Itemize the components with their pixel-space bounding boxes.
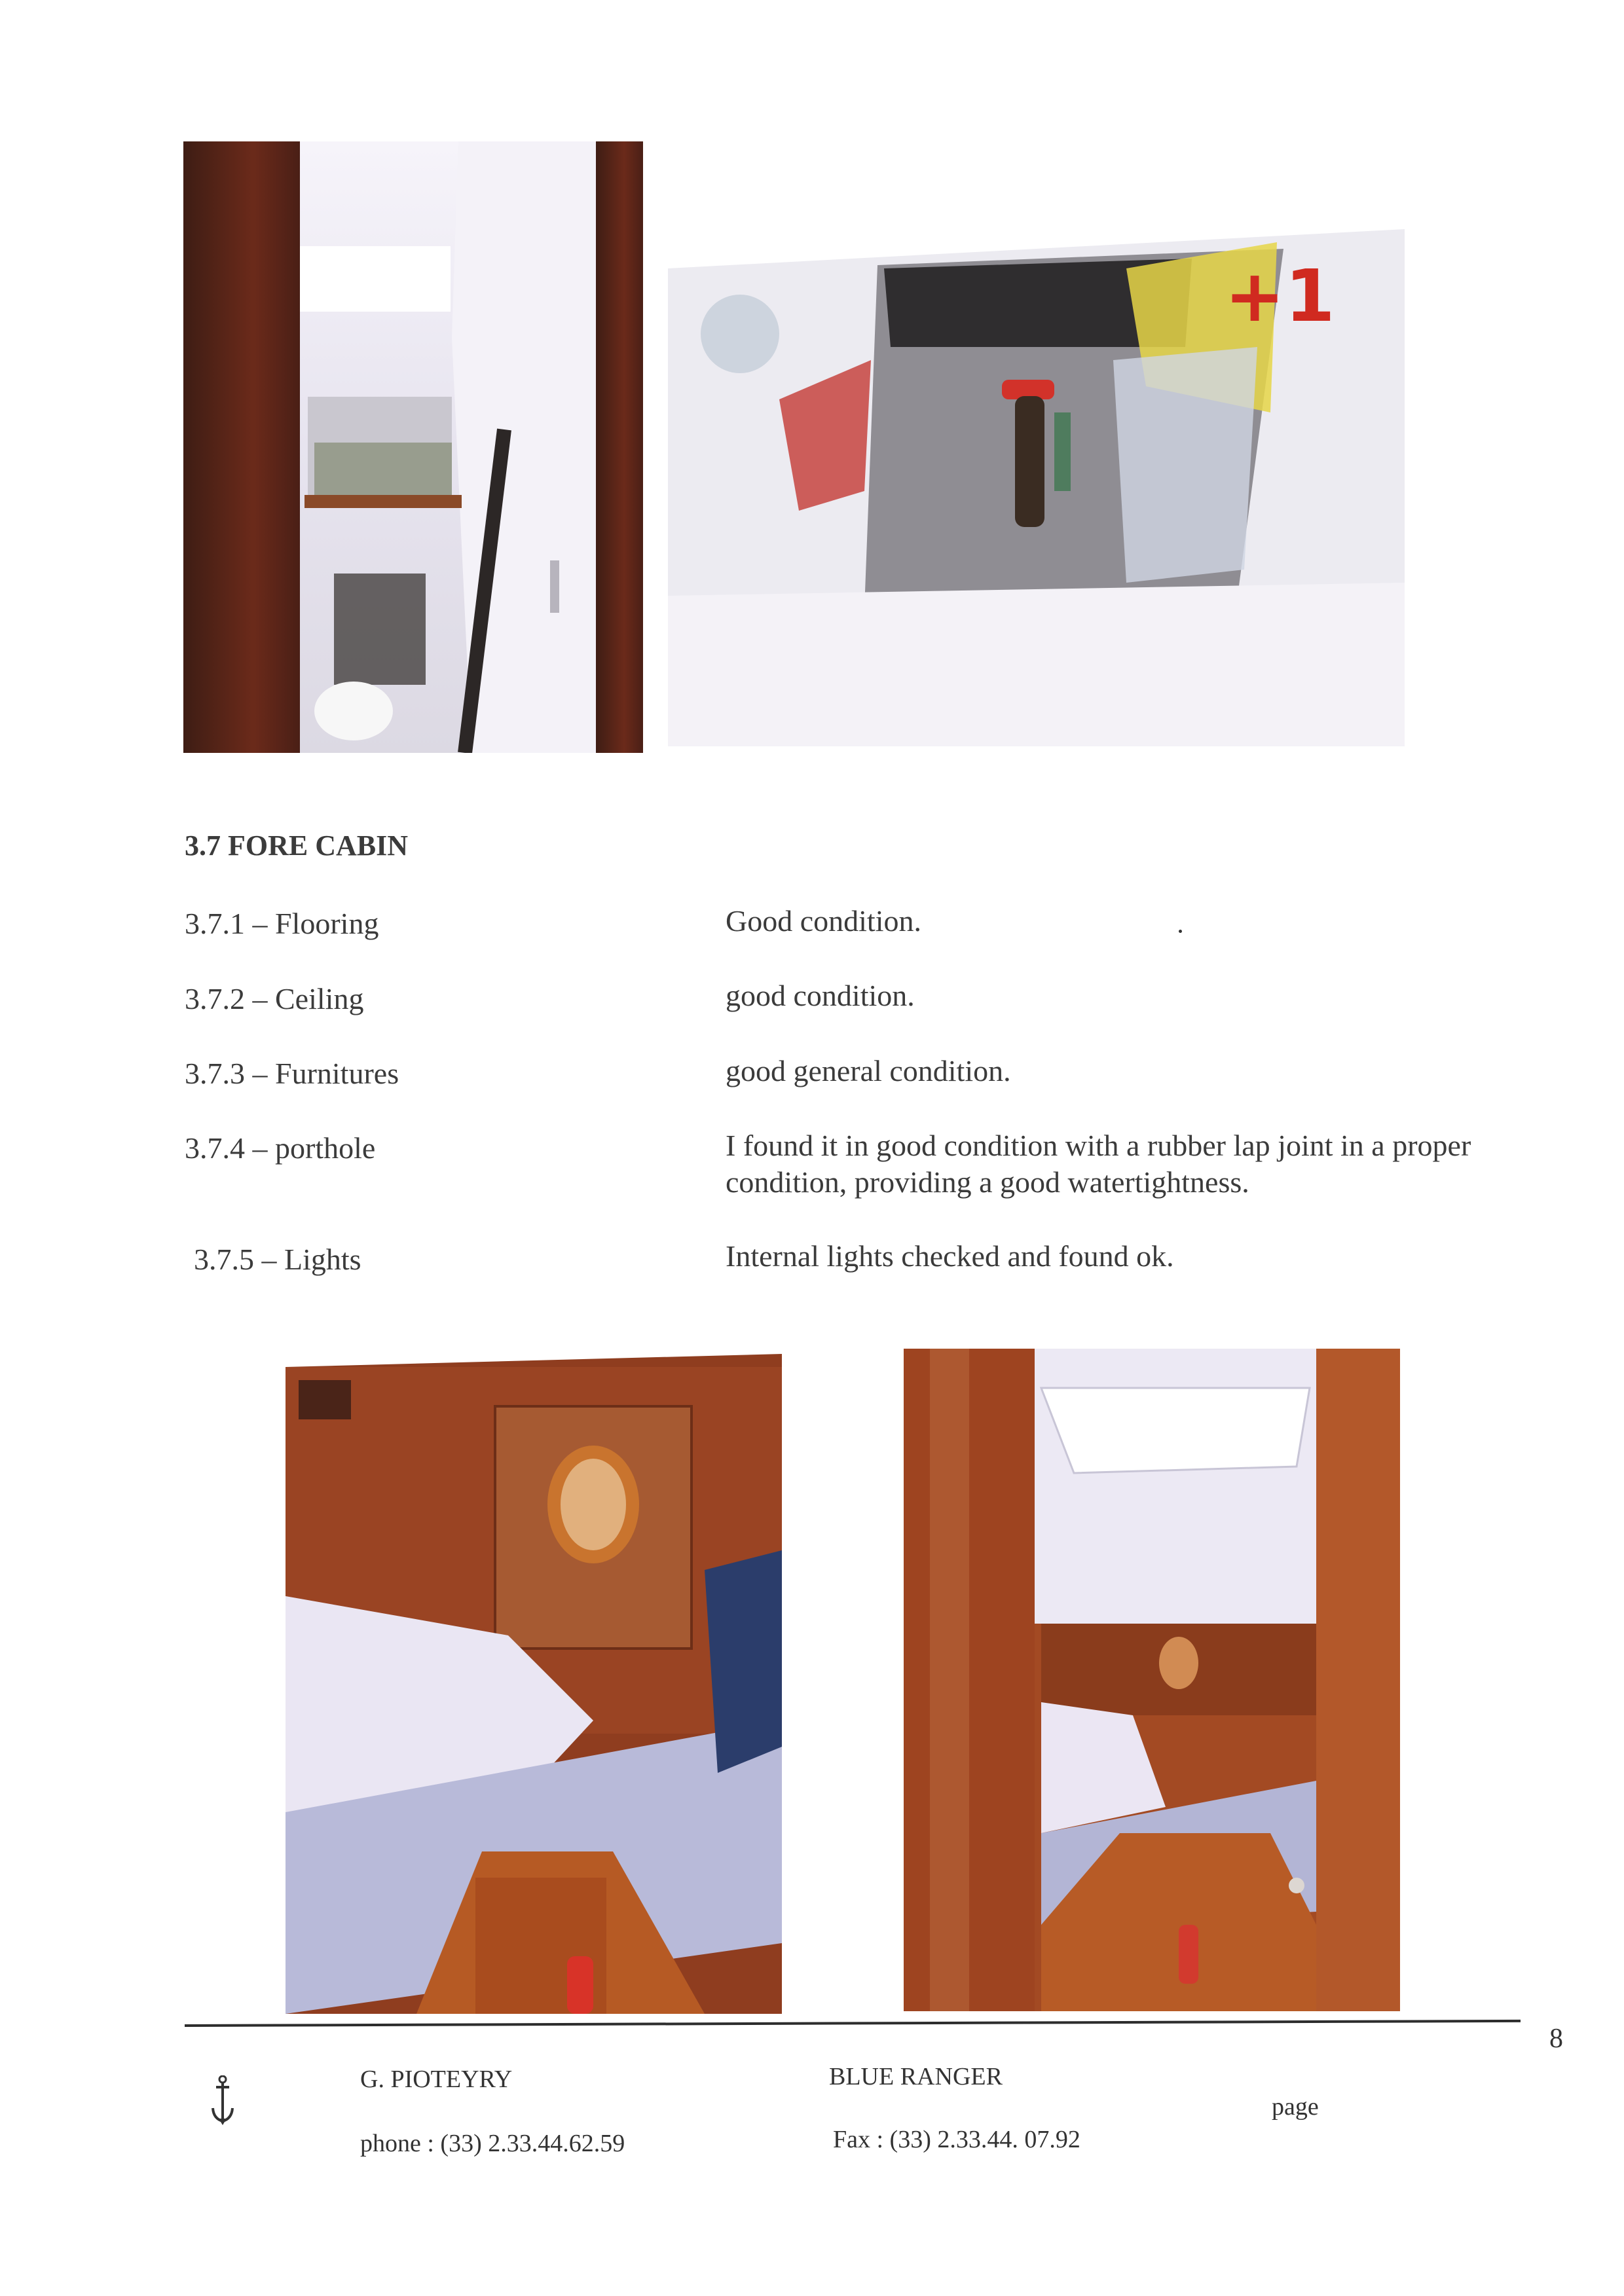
item-label-furnitures: 3.7.3 – Furnitures [185, 1057, 399, 1090]
footer-page-label: page [1272, 2093, 1319, 2121]
item-value-porthole-line1: I found it in good condition with a rubber lap joint in a proper [726, 1129, 1471, 1162]
photo-fore-cabin-berth [286, 1354, 782, 2014]
footer-rule [185, 2020, 1521, 2027]
footer-surveyor-name: G. PIOTEYRY [360, 2066, 513, 2093]
item-value-ceiling: good condition. [726, 979, 915, 1012]
stray-dot [1179, 930, 1182, 933]
svg-text:+1: +1 [1225, 254, 1335, 338]
photo-seacock-locker [668, 229, 1405, 746]
item-value-lights: Internal lights checked and found ok. [726, 1239, 1174, 1273]
item-label-lights: 3.7.5 – Lights [194, 1243, 361, 1276]
photo-fore-cabin-doorway [904, 1349, 1400, 2011]
item-value-porthole-line2: condition, providing a good watertightness. [726, 1165, 1249, 1199]
page-number: 8 [1549, 2024, 1563, 2054]
anchor-icon [211, 2075, 234, 2125]
item-label-ceiling: 3.7.2 – Ceiling [185, 982, 364, 1015]
item-value-furnitures: good general condition. [726, 1054, 1011, 1087]
footer-vessel-name: BLUE RANGER [829, 2063, 1003, 2090]
footer-fax: Fax : (33) 2.33.44. 07.92 [833, 2126, 1080, 2153]
section-heading: 3.7 FORE CABIN [185, 829, 409, 862]
photo-head-compartment [183, 141, 643, 753]
item-label-porthole: 3.7.4 – porthole [185, 1131, 376, 1165]
footer-phone: phone : (33) 2.33.44.62.59 [360, 2130, 625, 2157]
item-label-flooring: 3.7.1 – Flooring [185, 907, 379, 940]
item-value-flooring: Good condition. [726, 904, 921, 938]
